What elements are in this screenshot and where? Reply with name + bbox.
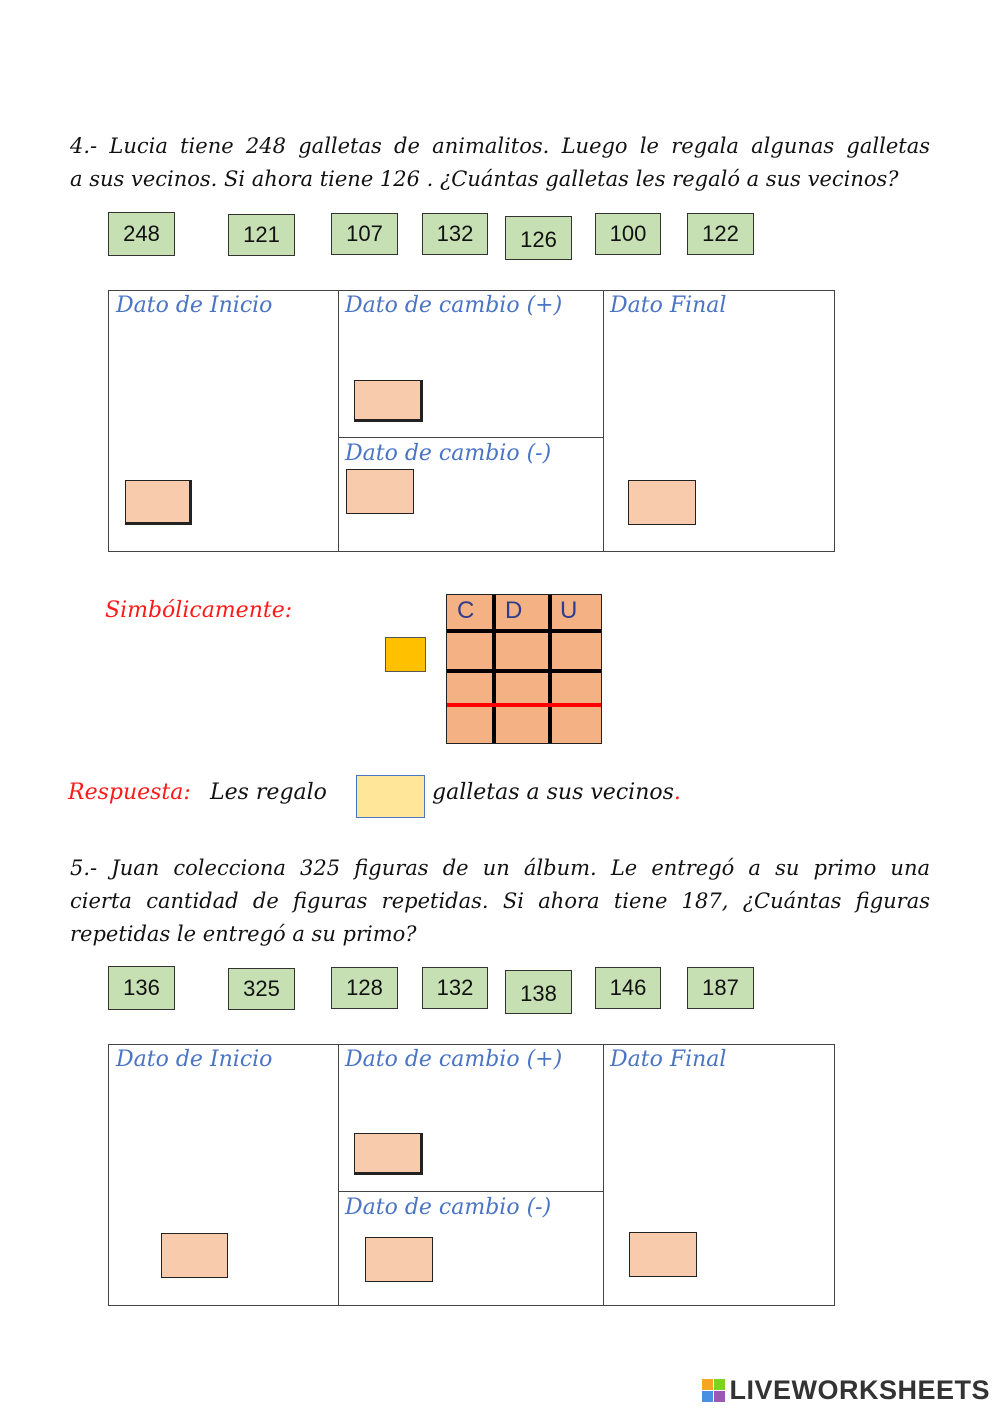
grid-line	[447, 669, 601, 673]
column-header-d: D	[505, 597, 523, 624]
drop-target-cambio-menos[interactable]	[346, 469, 414, 514]
answer-chip-128[interactable]: 128	[331, 967, 398, 1009]
answer-chip-136[interactable]: 136	[108, 966, 175, 1010]
problem-5-line-3: repetidas le entregó a su primo?	[70, 922, 417, 946]
answer-chip-132[interactable]: 132	[422, 213, 488, 255]
problem-4-line-1: 4.- Lucia tiene 248 galletas de animalitos. Luego le regala algunas galletas	[70, 134, 930, 158]
table-divider	[338, 1191, 603, 1192]
answer-after-text: galletas a sus vecinos	[432, 780, 674, 805]
symbolic-label: Simbólicamente:	[105, 598, 293, 623]
drop-target-cambio-mas[interactable]	[354, 1133, 423, 1175]
answer-chip-248[interactable]: 248	[108, 212, 175, 256]
result-line	[447, 703, 601, 707]
place-value-grid	[446, 594, 602, 744]
answer-chip-138[interactable]: 138	[505, 970, 572, 1014]
answer-chip-187[interactable]: 187	[687, 967, 754, 1009]
operator-drop-target[interactable]	[385, 637, 426, 672]
answer-chip-132[interactable]: 132	[422, 967, 488, 1009]
answer-chip-100[interactable]: 100	[595, 213, 661, 255]
table-divider	[338, 291, 339, 551]
label-dato-final: Dato Final	[610, 293, 727, 318]
table-divider	[603, 1045, 604, 1305]
problem-5-text	[70, 852, 930, 951]
drop-target-cambio-menos[interactable]	[365, 1237, 433, 1282]
label-dato-inicio: Dato de Inicio	[116, 1047, 273, 1072]
answer-chip-126[interactable]: 126	[505, 216, 572, 260]
answer-chip-121[interactable]: 121	[228, 214, 295, 256]
drop-target-final[interactable]	[628, 480, 696, 525]
problem-4-text	[70, 130, 930, 196]
table-divider	[338, 437, 603, 438]
table-divider	[338, 1045, 339, 1305]
column-header-c: C	[457, 597, 475, 624]
label-dato-cambio-mas: Dato de cambio (+)	[345, 1047, 563, 1072]
drop-target-final[interactable]	[629, 1232, 697, 1277]
answer-chip-146[interactable]: 146	[595, 967, 661, 1009]
answer-prefix: Respuesta:	[68, 780, 191, 805]
drop-target-cambio-mas[interactable]	[354, 380, 423, 422]
label-dato-cambio-menos: Dato de cambio (-)	[345, 1195, 552, 1220]
answer-text-after	[432, 780, 681, 820]
liveworksheets-brand	[702, 1375, 990, 1405]
label-dato-inicio: Dato de Inicio	[116, 293, 273, 318]
table-divider	[603, 291, 604, 551]
answer-chip-325[interactable]: 325	[228, 968, 295, 1010]
drop-target-inicio[interactable]	[125, 480, 192, 525]
problem-4-line-2: a sus vecinos. Si ahora tiene 126 . ¿Cuántas galletas les regaló a sus vecinos?	[70, 167, 899, 191]
liveworksheets-logo-icon	[702, 1379, 725, 1402]
answer-chip-122[interactable]: 122	[687, 213, 754, 255]
answer-text-before: Les regalo	[210, 780, 327, 805]
brand-name: LIVEWORKSHEETS	[729, 1374, 990, 1405]
answer-period: .	[673, 780, 681, 805]
label-dato-final: Dato Final	[610, 1047, 727, 1072]
answer-chip-107[interactable]: 107	[331, 213, 398, 255]
problem-4-table	[108, 290, 835, 552]
column-header-u: U	[560, 597, 578, 624]
problem-5-line-1: 5.- Juan colecciona 325 figuras de un álbum. Le entregó a su primo una	[70, 856, 930, 880]
label-dato-cambio-mas: Dato de cambio (+)	[345, 293, 563, 318]
label-dato-cambio-menos: Dato de cambio (-)	[345, 441, 552, 466]
grid-line	[447, 629, 601, 633]
problem-5-table	[108, 1044, 835, 1306]
problem-5-line-2: cierta cantidad de figuras repetidas. Si ahora tiene 187, ¿Cuántas figuras	[70, 889, 930, 913]
answer-input-box[interactable]	[356, 775, 425, 818]
drop-target-inicio[interactable]	[161, 1233, 228, 1278]
